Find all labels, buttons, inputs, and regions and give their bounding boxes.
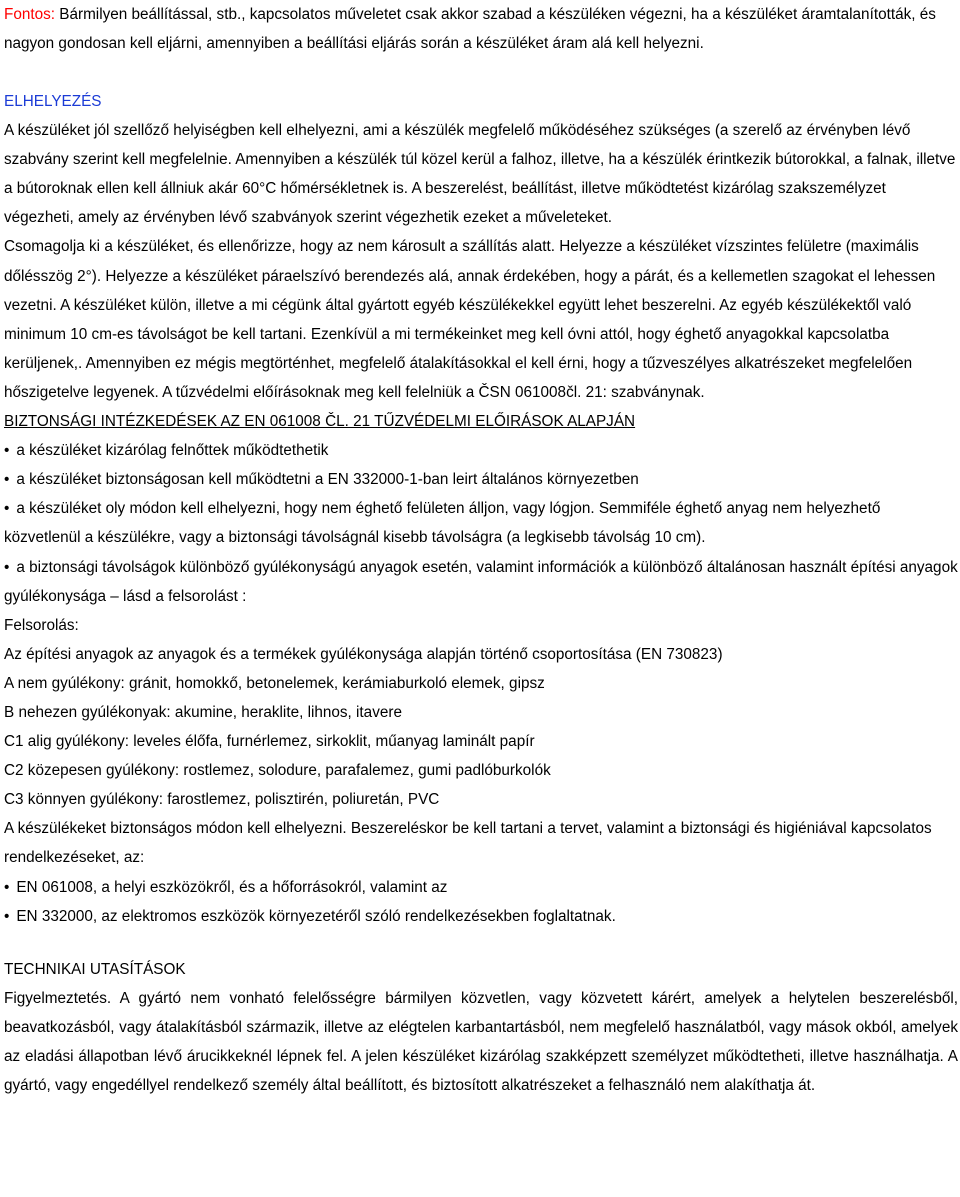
technical-paragraph: Figyelmeztetés. A gyártó nem vonható felelősségre bármilyen közvetlen, vagy közvetett kárért, amelyek a helytelen beszerelésből, beavatkozásból, vagy átalakításból származik, illetve az elégtelen karbantartásból, nem megfelelő használatból, vagy mások okból, amelyek az eladási állapotban lévő árucikkeknél lépnek fel. A jelen készüléket kizárólag szakképzett személyzet működtetheti, illetve használhatja. A gyártó, vagy engedéllyel rendelkező személy által beállított, és biztosított alkatrészeket a felhasználó nem alakíthatja át.	[4, 989, 958, 1095]
safety-bullet-4: • a biztonsági távolságok különböző gyúlékonyságú anyagok esetén, valamint információk a különböző általánosan használt építési anyagok gyúlékonysága – lásd a felsorolást :	[4, 553, 958, 611]
safety-bullet-3: • a készüléket oly módon kell elhelyezni, hogy nem éghető felületen álljon, vagy lógjon. Semmiféle éghető anyag nem helyezhető közvetlenül a készülékre, vagy a biztonsági távolságnál kisebb távolságra (a legkisebb távolság 10 cm).	[4, 494, 958, 552]
list-label: Felsorolás:	[4, 616, 79, 634]
safety-bullet-1: • a készüléket kizárólag felnőttek működtethetik	[4, 436, 958, 465]
safety-bullet-6: • EN 332000, az elektromos eszközök környezetéről szóló rendelkezésekben foglaltatnak.	[4, 902, 958, 931]
class-c1: C1 alig gyúlékony: leveles élőfa, furnérlemez, sirkoklit, műanyag laminált papír	[4, 733, 535, 751]
class-c3: C3 könnyen gyúlékony: farostlemez, polisztirén, poliuretán, PVC	[4, 791, 440, 809]
document-page	[4, 0, 958, 1100]
safety-bullet-2: • a készüléket biztonságosan kell működtetni a EN 332000-1-ban leirt általános környezetben	[4, 465, 958, 494]
safety-heading: BIZTONSÁGI INTÉZKEDÉSEK AZ EN 061008 ČL. 21 TŰZVÉDELMI ELŐIRÁSOK ALAPJÁN	[4, 413, 636, 431]
list-intro: Az építési anyagok az anyagok és a termékek gyúlékonysága alapján történő csoportosítása (EN 730823)	[4, 645, 723, 663]
class-b: B nehezen gyúlékonyak: akumine, heraklite, lihnos, itavere	[4, 703, 402, 721]
safety-bullet-5: • EN 061008, a helyi eszközökről, és a hőforrásokról, valamint az	[4, 873, 958, 902]
technical-heading: TECHNIKAI UTASÍTÁSOK	[4, 960, 186, 978]
class-c2: C2 közepesen gyúlékony: rostlemez, solodure, parafalemez, gumi padlóburkolók	[4, 762, 551, 780]
important-label: Fontos:	[4, 6, 56, 23]
intro-text: Bármilyen beállítással, stb., kapcsolatos műveletet csak akkor szabad a készüléken végezni, ha a készüléket áramtalanították, és nagyon gondosan kell eljárni, amennyiben a beállítási eljárás során a készüléket áram alá kell helyezni.	[4, 6, 936, 52]
safety-paragraph: A készülékeket biztonságos módon kell elhelyezni. Beszereléskor be kell tartani a tervet, valamint a biztonsági és higiéniával kapcsolatos rendelkezéseket, az:	[4, 820, 932, 867]
intro-paragraph	[4, 0, 958, 58]
class-a: A nem gyúlékony: gránit, homokkő, betonelemek, kerámiaburkoló elemek, gipsz	[4, 674, 545, 692]
placement-paragraph-2: Csomagolja ki a készüléket, és ellenőrizze, hogy az nem károsult a szállítás alatt. Helyezze a készüléket vízszintes felületre (maximális dőlésszög 2°). Helyezze a készüléket páraelszívó berendezés alá, annak érdekében, hogy a párát, és a kellemetlen szagokat el lehessen vezetni. A készüléket külön, illetve a mi cégünk által gyártott egyéb készülékekkel együtt lehet beszerelni. Az egyéb készülékektől való minimum 10 cm-es távolságot be kell tartani. Ezenkívül a mi termékeinket meg kell óvni attól, hogy éghető anyagokkal kapcsolatba kerüljenek,. Amennyiben ez mégis megtörténhet, megfelelő átalakításokkal el kell érni, hogy a tűzveszélyes alkatrészeket megfelelően hőszigetelve legyenek. A tűzvédelmi előírásoknak meg kell felelniük a ČSN 061008čl. 21: szabványnak.	[4, 238, 936, 401]
placement-heading: ELHELYEZÉS	[4, 93, 102, 110]
placement-paragraph-1: A készüléket jól szellőző helyiségben kell elhelyezni, ami a készülék megfelelő működéséhez szükséges (a szerelő az érvényben lévő szabvány szerint kell megfelelnie. Amennyiben a készülék túl közel kerül a falhoz, illetve, ha a készülék érintkezik bútorokkal, a falnak, illetve a bútoroknak ellen kell állniuk akár 60°C hőmérsékletnek is. A beszerelést, beállítást, illetve működtetést kizárólag szakszemélyzet végezheti, amely az érvényben lévő szabványok szerint végezhetik ezeket a műveleteket.	[4, 122, 956, 227]
